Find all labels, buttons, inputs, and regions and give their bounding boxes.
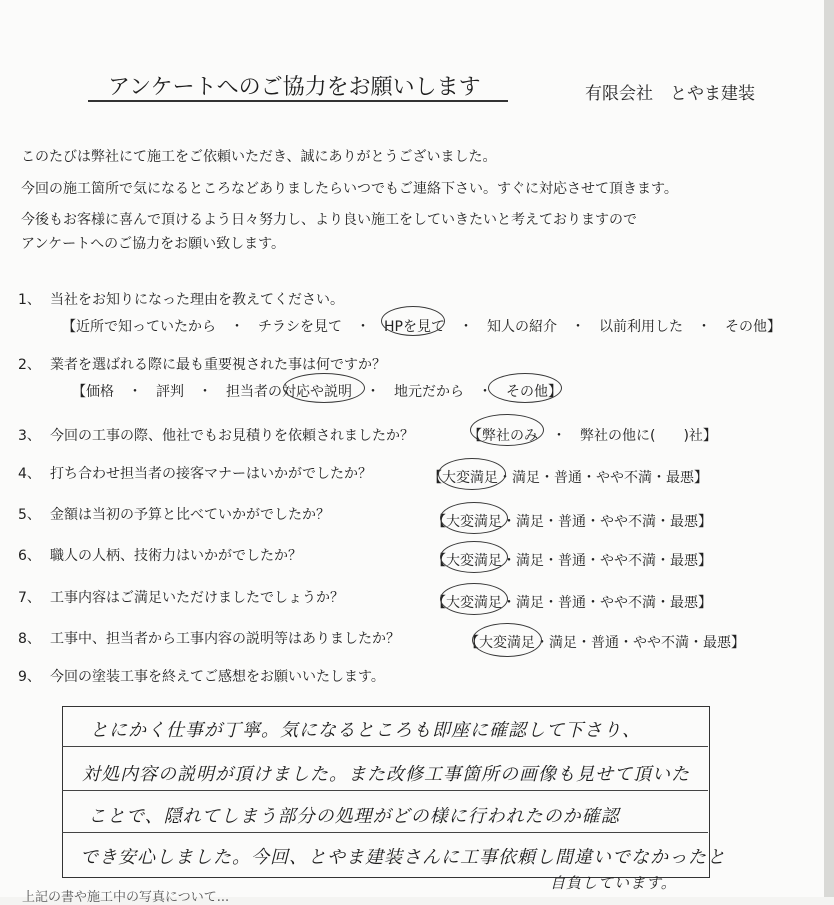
answer-circle	[472, 623, 542, 657]
box-rule	[62, 746, 708, 747]
question-number: 2、	[18, 357, 41, 373]
question-options: 【価格 ・ 評判 ・ 担当者の対応や説明 ・ 地元だから ・ その他】	[72, 384, 562, 400]
intro-line-4: アンケートへのご協力をお願い致します。	[21, 236, 286, 252]
question-text: 今回の工事の際、他社でもお見積りを依頼されましたか？	[50, 428, 414, 444]
question-text: 工事中、担当者から工事内容の説明等はありましたか？	[50, 631, 400, 647]
box-rule	[62, 790, 708, 791]
question-options: 【近所で知っていたから ・ チラシを見て ・ HPを見て ・ 知人の紹介 ・ 以前利用した ・ その他】	[62, 319, 781, 335]
question-number: 8、	[18, 631, 41, 647]
question-options: 【弊社のみ ・ 弊社の他に( )社】	[468, 428, 717, 444]
handwritten-line-4: でき安心しました。今回、とやま建装さんに工事依頼し間違いでなかったと	[80, 847, 726, 868]
question-number: 1、	[18, 292, 41, 308]
handwritten-line-5: 自負しています。	[550, 874, 677, 892]
answer-circle	[440, 583, 508, 615]
intro-line-3: 今後もお客様に喜んで頂けるよう日々努力し、より良い施工をしていきたいと考えておりますので	[21, 212, 637, 228]
handwritten-line-2: 対処内容の説明が頂けました。また改修工事箇所の画像も見せて頂いた	[82, 764, 690, 785]
question-text: 業者を選ばれる際に最も重要視された事は何ですか？	[50, 357, 386, 373]
cut-off-text: 上記の書や施工中の写真について...	[22, 890, 230, 905]
intro-line-1: このたびは弊社にて施工をご依頼いただき、誠にありがとうございました。	[21, 149, 497, 165]
question-options: 【大変満足・満足・普通・やや不満・最悪】	[465, 635, 745, 651]
question-options: 【大変満足・満足・普通・やや不満・最悪】	[432, 595, 712, 611]
question-text: 当社をお知りになった理由を教えてください。	[50, 292, 344, 308]
question-options: 【大変満足・満足・普通・やや不満・最悪】	[432, 514, 712, 530]
question-text: 職人の人柄、技術力はいかがでしたか？	[50, 548, 302, 564]
title-underline	[88, 100, 508, 102]
answer-circle	[381, 306, 445, 336]
question-text: 金額は当初の予算と比べていかがでしたか？	[50, 507, 330, 523]
question-number: 6、	[18, 548, 41, 564]
answer-circle	[440, 541, 508, 573]
question-options: 【大変満足・満足・普通・やや不満・最悪】	[432, 553, 712, 569]
answer-circle	[283, 373, 365, 403]
answer-circle	[440, 502, 508, 534]
intro-line-2: 今回の施工箇所で気になるところなどありましたらいつでもご連絡下さい。すぐに対応させて頂きます。	[21, 181, 678, 197]
question-text: 今回の塗装工事を終えてご感想をお願いいたします。	[50, 669, 385, 685]
company-name: 有限会社 とやま建装	[585, 84, 755, 104]
question-text: 工事内容はご満足いただけましたでしょうか？	[50, 590, 344, 606]
handwritten-line-1: とにかく仕事が丁寧。気になるところも即座に確認して下さり、	[90, 720, 641, 741]
question-number: 3、	[18, 428, 41, 444]
survey-title: アンケートへのご協力をお願いします	[108, 75, 481, 100]
answer-circle	[470, 414, 544, 446]
handwritten-line-3: ことで、隠れてしまう部分の処理がどの様に行われたのか確認	[88, 806, 620, 827]
question-number: 9、	[18, 669, 41, 685]
question-text: 打ち合わせ担当者の接客マナーはいかがでしたか？	[50, 466, 372, 482]
scan-edge	[824, 0, 834, 897]
box-rule	[62, 832, 708, 833]
question-number: 5、	[18, 507, 41, 523]
question-number: 7、	[18, 590, 41, 606]
question-number: 4、	[18, 466, 41, 482]
question-options: 【大変満足・満足・普通・やや不満・最悪】	[428, 470, 708, 486]
answer-circle	[438, 458, 506, 490]
answer-circle	[488, 373, 562, 403]
